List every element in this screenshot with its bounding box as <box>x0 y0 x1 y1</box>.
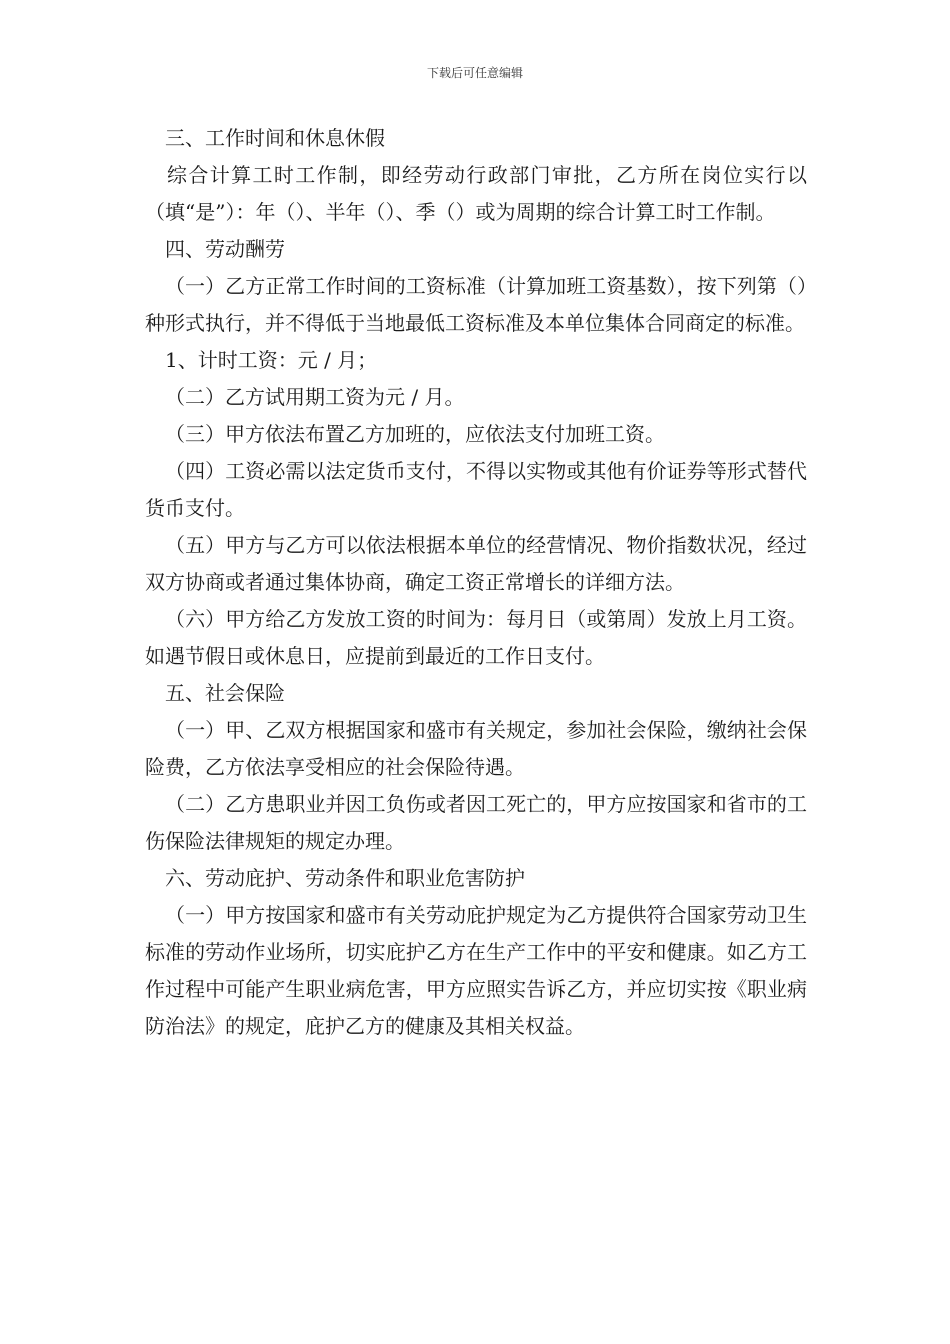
section-heading-labor-protection: 六、劳动庇护、劳动条件和职业危害防护 <box>165 866 525 890</box>
document-body <box>145 120 807 1045</box>
paragraph-work-hours: 综合计算工时工作制，即经劳动行政部门审批，乙方所在岗位实行以（填“是”）：年（）、半年（）、季（）或为周期的综合计算工时工作制。 <box>145 163 807 224</box>
paragraph-social-insurance-1: （一）甲、乙双方根据国家和盛市有关规定，参加社会保险，缴纳社会保险费，乙方依法享受相应的社会保险待遇。 <box>145 718 807 779</box>
paragraph-labor-protection-1: （一）甲方按国家和盛市有关劳动庇护规定为乙方提供符合国家劳动卫生标准的劳动作业场所，切实庇护乙方在生产工作中的平安和健康。如乙方工作过程中可能产生职业病危害，甲方应照实告诉乙方，并应切实按《职业病防治法》的规定，庇护乙方的健康及其相关权益。 <box>145 903 807 1038</box>
header-note: 下载后可任意编辑 <box>426 66 523 80</box>
paragraph-remuneration-1: （一）乙方正常工作时间的工资标准（计算加班工资基数），按下列第（）种形式执行，并不得低于当地最低工资标准及本单位集体合同商定的标准。 <box>145 274 807 335</box>
paragraph-hourly-wage: 1、计时工资：元 / 月； <box>165 348 378 372</box>
section-heading-remuneration: 四、劳动酬劳 <box>165 237 285 261</box>
paragraph-social-insurance-2: （二）乙方患职业并因工负伤或者因工死亡的，甲方应按国家和省市的工伤保险法律规矩的规定办理。 <box>145 792 807 853</box>
paragraph-remuneration-2: （二）乙方试用期工资为元 / 月。 <box>165 385 465 409</box>
paragraph-remuneration-3: （三）甲方依法布置乙方加班的，应依法支付加班工资。 <box>165 422 665 446</box>
section-heading-work-hours: 三、工作时间和休息休假 <box>165 126 385 150</box>
section-heading-social-insurance: 五、社会保险 <box>165 681 285 705</box>
paragraph-remuneration-6: （六）甲方给乙方发放工资的时间为：每月日（或第周）发放上月工资。如遇节假日或休息日，应提前到最近的工作日支付。 <box>145 607 807 668</box>
paragraph-remuneration-5: （五）甲方与乙方可以依法根据本单位的经营情况、物价指数状况，经过双方协商或者通过集体协商，确定工资正常增长的详细方法。 <box>145 533 807 594</box>
paragraph-remuneration-4: （四）工资必需以法定货币支付，不得以实物或其他有价证券等形式替代货币支付。 <box>145 459 807 520</box>
